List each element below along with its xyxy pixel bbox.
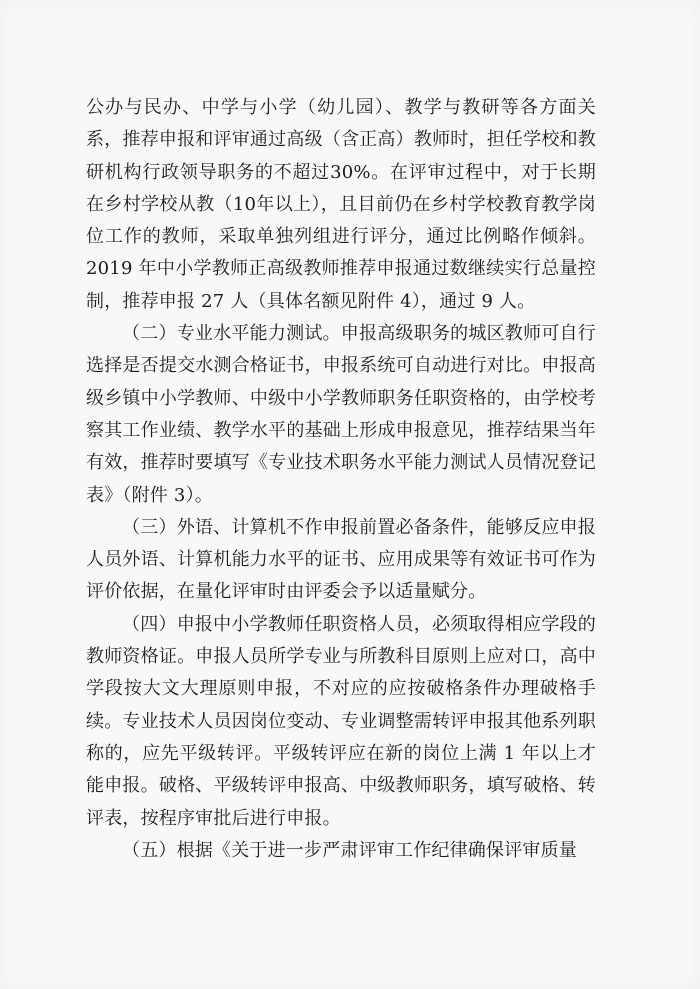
paragraph-section-2: （二）专业水平能力测试。申报高级职务的城区教师可自行选择是否提交水测合格证书，申报系统可自动进行对比。申报高级乡镇中小学教师、中级中小学教师职务任职资格的，由学校考察其工作业绩、教学水平的基础上形成申报意见，推荐结果当年有效，推荐时要填写《专业技术职务水平能力测试人员情况登记表》（附件 3）。 [86, 323, 596, 506]
paragraph-section-3: （三）外语、计算机不作申报前置必备条件，能够反应申报人员外语、计算机能力水平的证书、应用成果等有效证书可作为评价依据，在量化评审时由评委会予以适量赋分。 [86, 516, 596, 603]
paragraph-continued: 公办与民办、中学与小学（幼儿园）、教学与教研等各方面关系，推荐申报和评审通过高级（含正高）教师时，担任学校和教研机构行政领导职务的不超过30%。在评审过程中，对于长期在乡村学校从教（10年以上），且目前仍在乡村学校教育教学岗位工作的教师，采取单独列组进行评分，通过比例略作倾斜。2019 年中小学教师正高级教师推荐申报通过数继续实行总量控制，推荐申报 27 人（具体名额见附件 4），通过 9 人。 [86, 97, 596, 312]
document-body [86, 92, 596, 867]
paragraph-section-4: （四）申报中小学教师任职资格人员，必须取得相应学段的教师资格证。申报人员所学专业与所教科目原则上应对口，高中学段按大文大理原则申报，不对应的应按破格条件办理破格手续。专业技术人员因岗位变动、专业调整需转评申报其他系列职称的，应先平级转评。平级转评应在新的岗位上满 1 年以上才能申报。破格、平级转评申报高、中级教师职务，填写破格、转评表，按程序审批后进行申报。 [86, 613, 596, 829]
paragraph-section-5: （五）根据《关于进一步严肃评审工作纪律确保评审质量 [122, 839, 577, 861]
